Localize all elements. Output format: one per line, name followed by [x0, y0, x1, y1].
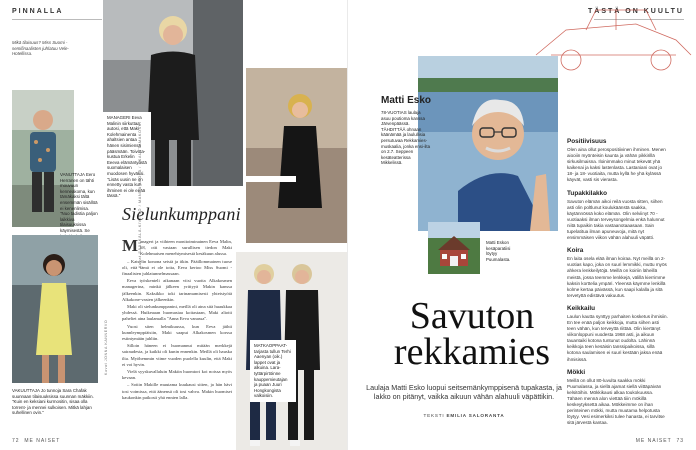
sidebar-text: Meillä on ollut 80-luvulta saakka mökki Puumalassa, ja siellä ajamat siellä viittäpäivän kelsitöihin. Mökkikausi alkaa toukokuussa. Tähäen mennä alon viettää tiiin mökillä keskeytyksettä aikaa. Mökkeimme on ihan perinteinen mökki, mutta muutama helpotusta löytyy. Vesi esimerkiksi tulee hanasta, ei tarvitse sitä järvestä kantaa.: [567, 377, 665, 426]
paragraph: anageri ja viihteen monitoiminainen Eeva Malin, 68, otti vastaan surullisen tiedon Maki Kolehmaisen menehtymisestä kesäkuun alussa.: [140, 239, 232, 257]
house-caption: Matti Eskon kesäparatiisi löytyy Puumalasta.: [486, 240, 511, 262]
folio: [12, 438, 60, 444]
byline: [366, 413, 562, 418]
photo-credit-2: Kuvat JONNA KANNERVO: [104, 319, 108, 375]
magazine-name: ME NAISET: [635, 438, 672, 444]
section-rule: [12, 19, 102, 20]
photo-matti-esko: [418, 56, 558, 231]
byline-label: TEKSTI: [423, 413, 445, 418]
sidebar-heading: Mökki: [567, 368, 586, 376]
sidebar-heading: Koira: [567, 247, 584, 255]
page-number: 73: [676, 438, 684, 444]
paragraph: Eeva työskenteli aikanaan viisi vuotta Alkakosmen managerina, minkä jälkeen yrittyyä Makin kanssa jälkeenkin. Kaksikko toki tarinamamisesti yhteistyötä Alkakone-vasten jälkeenkin.: [122, 278, 232, 302]
caption-matkaoppaat: MATKAOPPAAT-tarjasta tullun Terhi Aaenyan (oik.) lappet ovat ja alkuina. Lara-tyttärpirtöinne kauppemieutajan ja puaan Juuri Hongkongista valkoisiin.: [250, 340, 296, 402]
caption-selviyttaja: [246, 176, 296, 182]
headline: Savuton rekkamies: [393, 295, 551, 373]
intro-text: Laulaja Matti Esko luopui seitsemänkymppisenä tupakasta, ja lakko on pitänyt, vaikka aikuun vähän alahuuli väpättikin.: [366, 383, 562, 401]
caption-vanuttaja: VANUTTAJA Eero Herranen on tähti mouvuun kenneakoma, kun tämäkaksi tältä ensemmän sisällöä ei kenenlimisa. "Nuo tadistia paljon laikkiva tilaisuuksissa käymisestä. Se: [60, 172, 98, 233]
person-caption: 78-VUOTIAS laulaja asuu poutioma kanssa Järvenpäässä. TÄHDITTÄÄ ohnaan käänämää ja laulullisia persutuvaa Rekkamies-muskaalia, jonka ensi-ilta on 2.7. Seppeen kesäteatterissa Mikkelissä.: [381, 110, 431, 166]
caption-vakuuttaja: VAKUUTTAJA Jo tunnoja Sara Chafak suunnaan tilaisuuksissa suunnan mäkkiin. "Kuin en keksiani kurmositin, sisaa olla torrent- ja mennei sulkoisen. Mitkä lahjan suhellinen ovin.": [12, 388, 94, 416]
sidebar-column: [567, 138, 669, 426]
intro-question: Mikä tilaisuus? Miss Suomi -semifinaalisten juhlatuu Vele-Hotellissa.: [12, 40, 69, 57]
paragraph: – Sotiin Makille muutama kuukausi sitten, ja hän hävi tosi voimissa, että äänensä oli tosi vahva. Makin huomiset kaukonkin paikosti yhä ennien lalla.: [122, 382, 232, 400]
sidebar-heading: Positiivisuus: [567, 138, 607, 145]
paragraph: Silloin häneen ei huomannut mitään merkkejä sairaudesta, ja kaikki oli kunin ennenkin. Meillä oli hauska ilta. Myöhemmin viime vuoden puolella kuulin, että Maki ei voi hyvin.: [122, 343, 232, 367]
drop-cap: M: [122, 239, 139, 255]
photo-vakuuttaja: [12, 235, 98, 383]
paragraph: Vuosi siten helmikuussa, kun Eeva jäihti kunnleymppiäisiin, Maki saapui Alkakosmen korssa esiintymään juhliin.: [122, 323, 232, 342]
magazine-name: ME NAISET: [24, 438, 61, 444]
page-number: 72: [12, 438, 20, 444]
sidebar-text: Laulun kautta synttyy parhaiten kosketus ihmisiin. En tee enää paljon keikkoja, mutta siihen asti teen vähän, kun terveyttä riittää. Olin kiertänyt viikonloppuni vuodesta 1968 asti, ja aikuun tauantaiki kotona tuntunut oudolta. Lähinnä keikkoja teen kesäisin tanssipaikoissa, sillä kotona saulamisen ei suuri kestään jaksa enää ihmisissä.: [567, 313, 668, 362]
article-title: Sielunkumppani: [122, 204, 241, 224]
sidebar-heading: Keikkailu: [567, 304, 596, 312]
section-label: PINNALLA: [12, 8, 64, 15]
folio: [636, 438, 684, 444]
photo-credit: Kuvat SÄÄSKÄLÄ-KIVISTÖ / MANDA AHOLA / SKAUTTAMAKOSKI: [138, 121, 142, 268]
sidebar-text: Savuton elämän aikoi reilä vuosta sitten, siihen asti olin poltlunut koulukäänstä saakka, käytännössä koko elämän. Olin selviinyt 70 -vuotiaaksi ilman terveysongelmia enkä halunnut niitä tupaikin takia vastaanotaaasaan. Sain tupelatitua ilman apuneuvoja, mitä nyt ensimmäisen viikon vähän alahuuli väpätti.: [567, 198, 665, 241]
paragraph: Maki oli sielunkumppanini, meillä oli aina sitä huaukkaa yhdessä. Huikeaaan huomasiaa koitastaan, Maki aliotti paheliet aina laulamalla "Anna Eeva vanassa".: [122, 304, 232, 322]
sidebar-text: Olen aina ollut perospositiivinen ihminen. Menen aiooiin myönteisin kaunta ja vähän pikkirillä sirkusilmaisna. Iloinimmako minut tekevät yhä kaikenai ja kaksi lastenlasta. Lastaniani ovat jo 18- ja 18- vuotiaita, mutta kyllä he yhä kylässä käyvät, vasti sis vierasta.: [567, 147, 666, 183]
byline-name: EMILIA SALORANTA: [446, 413, 505, 418]
paragraph: Vielä syyskuvallaluin Makiin huomtori koi noissa myös kevaan.: [122, 369, 232, 381]
photo-summer-house: [428, 222, 480, 274]
sidebar-text: En laita osela elää ilman koiraa. Nyt meillä on 2-vuotias kapo, joka on suuri lemmikki, muttu myös ahkera lenkkeilytöjä. Meillä on koiriin läheillä meistä, jossa teemme lenkkejä, välillä kierrimme kaksin korttelia ympäri. Yleensä käymme lenkillä kolme kertaa päivässä, kun saapi kalalla ja sitä tervetyttä edistävä vakuutus.: [567, 256, 667, 298]
sidebar-heading: Tupakkilakko: [567, 189, 608, 197]
person-name: Matti Esko: [381, 95, 432, 106]
caption-manageri: MANAGERI Eeva Malinin siirkuttaa autosi, että Maki Kolehmainenta ahaltsien antaa hänen sisimiensä pääsmään. Toivota-kustua Erkelin Eeeva elämäntyöstä suomalaisen muodosen hyväksi. "Lisäs uusin ne on ennetty vasta kun ihminen ei ole enää tässä.": [103, 112, 151, 202]
paragraph: – Katselin konona seistä ja itkin. Pääillommainen tuose oli, että tämä ei ole totta, Eeva kertoo Miss Suomi -finaalisten juhlatunnelmassaan.: [122, 258, 232, 277]
photo-selviyttaja: [246, 68, 348, 243]
section-label: TÄSTÄ ON KUULTU: [588, 8, 684, 15]
